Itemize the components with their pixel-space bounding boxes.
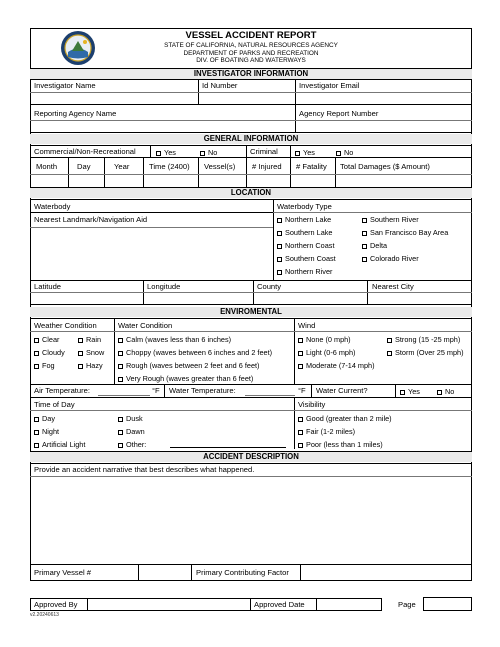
criminal-yes-option[interactable]: Yes: [295, 148, 315, 157]
checkbox[interactable]: [34, 417, 39, 422]
section-header-environmental: ENVIROMENTAL: [30, 307, 472, 317]
waterbody-label: Waterbody: [34, 202, 71, 211]
water-very-rough[interactable]: Very Rough (waves greater than 6 feet): [118, 374, 253, 383]
air-temp-label: Air Temperature:: [34, 386, 90, 395]
nearest-city-field[interactable]: [368, 292, 471, 303]
water-temp-field[interactable]: [245, 385, 295, 396]
checkbox[interactable]: [400, 390, 405, 395]
longitude-label: Longitude: [147, 282, 181, 291]
waterbody-type-label: Waterbody Type: [277, 202, 332, 211]
waterbody-northern-coast[interactable]: Northern Coast: [277, 241, 334, 250]
agency-subtitle-1: STATE OF CALIFORNIA, NATURAL RESOURCES AGENCY: [164, 42, 338, 49]
water-current-no[interactable]: No: [437, 387, 454, 396]
checkbox[interactable]: [118, 417, 123, 422]
primary-vessel-field[interactable]: [139, 565, 191, 580]
checkbox[interactable]: [298, 430, 303, 435]
tod-dawn[interactable]: Dawn: [118, 427, 145, 436]
checkbox[interactable]: [78, 364, 83, 369]
section-header-accident: ACCIDENT DESCRIPTION: [30, 452, 472, 462]
checkbox[interactable]: [298, 338, 303, 343]
commercial-no-option[interactable]: No: [200, 148, 217, 157]
weather-cloudy[interactable]: Cloudy: [34, 348, 65, 357]
waterbody-sf-bay-area[interactable]: San Francisco Bay Area: [362, 228, 448, 237]
tod-other-field[interactable]: [170, 438, 286, 448]
approved-by-label: Approved By: [34, 600, 78, 609]
landmark-label: Nearest Landmark/Navigation Aid: [34, 215, 148, 224]
month-field[interactable]: [31, 174, 67, 186]
wind-none[interactable]: None (0 mph): [298, 335, 351, 344]
checkbox[interactable]: [295, 151, 300, 156]
checkbox[interactable]: [387, 338, 392, 343]
tod-dusk[interactable]: Dusk: [118, 414, 143, 423]
checkbox[interactable]: [156, 151, 161, 156]
checkbox[interactable]: [118, 443, 123, 448]
agency-report-number-label: Agency Report Number: [299, 109, 379, 118]
water-current-label: Water Current?: [316, 386, 368, 395]
checkbox[interactable]: [34, 443, 39, 448]
primary-factor-field[interactable]: [301, 565, 471, 580]
year-label: Year: [114, 162, 130, 171]
tod-artificial-light[interactable]: Artificial Light: [34, 440, 85, 449]
accident-narrative-field[interactable]: [31, 477, 471, 564]
checkbox[interactable]: [277, 270, 282, 275]
reporting-agency-label: Reporting Agency Name: [34, 109, 117, 118]
visibility-label: Visibility: [298, 400, 326, 409]
waterbody-delta[interactable]: Delta: [362, 241, 387, 250]
section-header-investigator: INVESTIGATOR INFORMATION: [30, 69, 472, 79]
investigator-name-label: Investigator Name: [34, 81, 96, 90]
checkbox[interactable]: [362, 257, 367, 262]
checkbox[interactable]: [118, 364, 123, 369]
approved-date-field[interactable]: [317, 599, 381, 610]
tod-day[interactable]: Day: [34, 414, 55, 423]
month-label: Month: [36, 162, 58, 171]
vessels-label: Vessel(s): [204, 162, 236, 171]
checkbox[interactable]: [298, 364, 303, 369]
checkbox[interactable]: [118, 338, 123, 343]
air-temp-unit: °F: [152, 386, 160, 395]
checkbox[interactable]: [34, 351, 39, 356]
longitude-field[interactable]: [144, 292, 252, 303]
visibility-fair[interactable]: Fair (1-2 miles): [298, 427, 355, 436]
damages-field[interactable]: [336, 174, 471, 186]
agency-report-number-field[interactable]: [296, 120, 471, 132]
wind-moderate[interactable]: Moderate (7-14 mph): [298, 361, 375, 370]
checkbox[interactable]: [200, 151, 205, 156]
water-choppy[interactable]: Choppy (waves between 6 inches and 2 feet): [118, 348, 272, 357]
tod-night[interactable]: Night: [34, 427, 59, 436]
id-number-field[interactable]: [199, 92, 294, 104]
checkbox[interactable]: [34, 338, 39, 343]
time-label: Time (2400): [149, 162, 190, 171]
section-header-general: GENERAL INFORMATION: [30, 134, 472, 144]
waterbody-northern-river[interactable]: Northern River: [277, 267, 332, 276]
water-rough[interactable]: Rough (waves between 2 feet and 6 feet): [118, 361, 259, 370]
section-header-location: LOCATION: [30, 188, 472, 198]
wind-label: Wind: [298, 321, 316, 330]
investigator-email-label: Investigator Email: [299, 81, 360, 90]
checkbox[interactable]: [298, 417, 303, 422]
page-label: Page: [398, 600, 416, 609]
waterbody-field[interactable]: [31, 200, 272, 211]
fatality-field[interactable]: [291, 174, 334, 186]
weather-snow[interactable]: Snow: [78, 348, 104, 357]
checkbox[interactable]: [437, 390, 442, 395]
water-temp-label: Water Temperature:: [169, 386, 236, 395]
wind-strong[interactable]: Strong (15 -25 mph): [387, 335, 460, 344]
criminal-no-option[interactable]: No: [336, 148, 353, 157]
waterbody-colorado-river[interactable]: Colorado River: [362, 254, 419, 263]
waterbody-southern-lake[interactable]: Southern Lake: [277, 228, 332, 237]
agency-subtitle-3: DIV. OF BOATING AND WATERWAYS: [196, 57, 306, 64]
checkbox[interactable]: [277, 257, 282, 262]
checkbox[interactable]: [118, 351, 123, 356]
water-calm[interactable]: Calm (waves less than 6 inches): [118, 335, 231, 344]
checkbox[interactable]: [118, 377, 123, 382]
checkbox[interactable]: [277, 218, 282, 223]
fatality-label: # Fatality: [296, 162, 327, 171]
waterbody-northern-lake[interactable]: Northern Lake: [277, 215, 331, 224]
time-field[interactable]: [144, 174, 197, 186]
water-current-yes[interactable]: Yes: [400, 387, 420, 396]
checkbox[interactable]: [118, 430, 123, 435]
damages-label: Total Damages ($ Amount): [340, 162, 430, 171]
approved-date-label: Approved Date: [254, 600, 305, 609]
checkbox[interactable]: [34, 364, 39, 369]
investigator-name-field[interactable]: [31, 92, 197, 104]
visibility-good[interactable]: Good (greater than 2 mile): [298, 414, 392, 423]
injured-label: # Injured: [252, 162, 282, 171]
weather-clear[interactable]: Clear: [34, 335, 59, 344]
version-label: v2.20240613: [30, 612, 59, 618]
checkbox[interactable]: [78, 338, 83, 343]
checkbox[interactable]: [298, 351, 303, 356]
approved-by-field[interactable]: [88, 599, 249, 610]
water-condition-label: Water Condition: [118, 321, 173, 330]
time-of-day-label: Time of Day: [34, 400, 75, 409]
checkbox[interactable]: [34, 430, 39, 435]
checkbox[interactable]: [362, 244, 367, 249]
reporting-agency-field[interactable]: [31, 120, 294, 132]
wind-storm[interactable]: Storm (Over 25 mph): [387, 348, 464, 357]
visibility-poor[interactable]: Poor (less than 1 miles): [298, 440, 383, 449]
commercial-yes-option[interactable]: Yes: [156, 148, 176, 157]
criminal-label: Criminal: [250, 147, 278, 156]
nearest-city-label: Nearest City: [372, 282, 414, 291]
latitude-label: Latitude: [34, 282, 62, 291]
checkbox[interactable]: [277, 244, 282, 249]
waterbody-southern-coast[interactable]: Southern Coast: [277, 254, 336, 263]
checkbox[interactable]: [277, 231, 282, 236]
county-field[interactable]: [254, 292, 366, 303]
vessels-field[interactable]: [199, 174, 245, 186]
commercial-label: Commercial/Non-Recreational: [34, 147, 136, 156]
county-label: County: [257, 282, 282, 291]
wind-light[interactable]: Light (0-6 mph): [298, 348, 355, 357]
checkbox[interactable]: [387, 351, 392, 356]
landmark-field[interactable]: [31, 227, 272, 279]
waterbody-southern-river[interactable]: Southern River: [362, 215, 419, 224]
checkbox[interactable]: [362, 231, 367, 236]
page-field[interactable]: [423, 597, 472, 611]
day-field[interactable]: [69, 174, 103, 186]
checkbox[interactable]: [362, 218, 367, 223]
investigator-email-field[interactable]: [296, 92, 471, 104]
primary-vessel-label: Primary Vessel #: [34, 568, 91, 577]
primary-factor-label: Primary Contributing Factor: [196, 568, 289, 577]
id-number-label: Id Number: [202, 81, 238, 90]
narrative-prompt: Provide an accident narrative that best describes what happened.: [34, 465, 255, 474]
weather-condition-label: Weather Condition: [34, 321, 97, 330]
air-temp-field[interactable]: [98, 385, 150, 396]
latitude-field[interactable]: [31, 292, 142, 303]
weather-fog[interactable]: Fog: [34, 361, 55, 370]
tod-other[interactable]: Other:: [118, 440, 146, 449]
agency-subtitle-2: DEPARTMENT OF PARKS AND RECREATION: [183, 49, 319, 57]
water-temp-unit: °F: [298, 386, 306, 395]
checkbox[interactable]: [298, 443, 303, 448]
weather-hazy[interactable]: Hazy: [78, 361, 103, 370]
checkbox[interactable]: [336, 151, 341, 156]
form-title: VESSEL ACCIDENT REPORT: [185, 30, 317, 41]
injured-field[interactable]: [247, 174, 289, 186]
year-field[interactable]: [105, 174, 142, 186]
day-label: Day: [77, 162, 91, 171]
checkbox[interactable]: [78, 351, 83, 356]
weather-rain[interactable]: Rain: [78, 335, 101, 344]
